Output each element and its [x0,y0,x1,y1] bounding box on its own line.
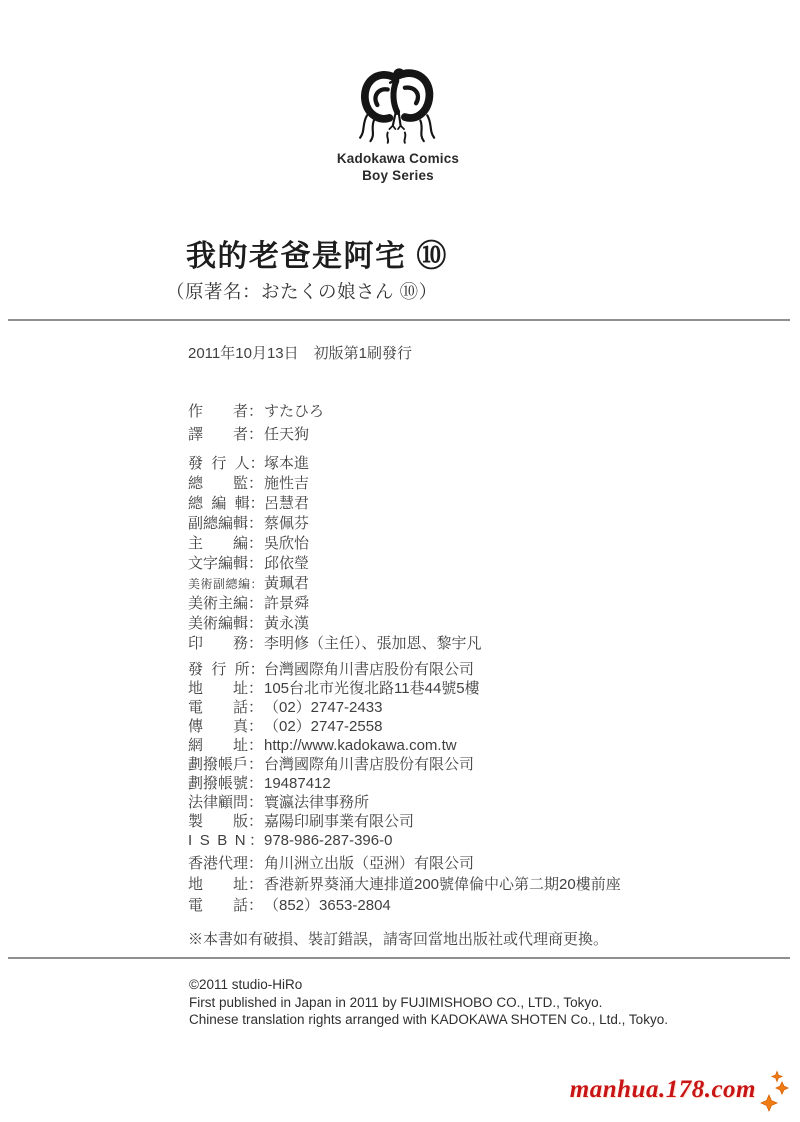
book-title: 我的老爸是阿宅 ⑩ [186,240,448,273]
credit-row [188,698,768,717]
credit-label: 法律顧問： [188,794,264,811]
credit-label: I S B N： [188,832,264,849]
credit-row [188,831,768,850]
credit-value: 蔡佩芬 [264,515,310,532]
credit-label: 主 編： [188,535,264,552]
credit-row [188,574,768,594]
original-title: （原著名：おたくの娘さん ⑩） [166,281,438,302]
credit-value: 吳欣怡 [264,535,310,552]
credit-label: 香港代理： [188,855,264,872]
credit-value: 許景舜 [264,595,310,612]
series-name-line2: Boy Series [362,168,434,183]
credit-row [188,494,768,514]
credit-label: 傳 真： [188,718,264,735]
four-point-stars-icon [754,1069,790,1115]
credit-row [188,634,768,654]
kadokawa-phoenix-icon [355,62,441,148]
credit-label: 總 編 輯： [188,495,265,512]
publisher-info-group [188,660,768,850]
credit-value: （02）2747-2433 [264,699,383,716]
edition-date: 2011年10月13日 初版第1刷發行 [188,345,412,362]
credit-row [188,474,768,494]
credit-value: 黃珮君 [264,575,310,592]
credit-label: 劃撥帳戶： [188,756,264,773]
credit-row [188,717,768,736]
credit-row [188,594,768,614]
colophon-content [188,344,768,950]
credit-value: 黃永漢 [264,615,310,632]
credit-row [188,660,768,679]
credit-value: 施性吉 [264,475,310,492]
credit-label: 電 話： [188,897,264,914]
credit-label: 美術主編： [188,595,264,612]
credit-label: 印 務： [188,635,264,652]
credit-row [188,400,768,423]
divider-top [8,319,790,321]
credit-label: 美術編輯： [188,615,264,632]
credit-row [188,755,768,774]
credit-value: すたひろ [264,403,325,420]
damage-return-notice: ※本書如有破損、裝訂錯誤，請寄回當地出版社或代理商更換。 [188,931,609,948]
credit-value: 台灣國際角川書店股份有限公司 [264,661,475,678]
credit-row [188,812,768,831]
editorial-credits-group [188,454,768,654]
credit-row [188,554,768,574]
credit-label: 發 行 所： [188,661,265,678]
credit-label: 發 行 人： [188,455,265,472]
credit-row [188,774,768,793]
credit-row [188,423,768,446]
credit-label: 美術副總編： [188,577,264,591]
credit-value: 呂慧君 [264,495,310,512]
copyright-block [189,976,668,1029]
credit-label: 總 監： [188,475,264,492]
copyright-line: ©2011 studio-HiRo [189,977,303,992]
watermark-text: manhua.178.com [569,1076,756,1103]
credit-row [188,534,768,554]
credit-row [188,874,768,895]
credit-value: 19487412 [264,775,331,792]
credit-row [188,895,768,916]
credit-value: 任天狗 [264,426,310,443]
credit-value: （02）2747-2558 [264,718,383,735]
credit-value: 台灣國際角川書店股份有限公司 [264,756,475,773]
credit-value: （852）3653-2804 [264,897,391,914]
hk-agent-group [188,853,768,916]
credit-value: 塚本進 [264,455,310,472]
isbn-value: 978-986-287-396-0 [264,832,393,849]
title-block [166,240,448,304]
credit-row [188,514,768,534]
credit-row [188,853,768,874]
copyright-line: First published in Japan in 2011 by FUJIMISHOBO CO., LTD., Tokyo. [189,994,603,1010]
credit-value: 邱依瑩 [264,555,310,572]
credit-label: 作 者： [188,403,264,420]
watermark [570,1070,790,1114]
credit-value: 香港新界葵涌大連排道200號偉倫中心第二期20樓前座 [264,876,621,893]
publisher-website-url: http://www.kadokawa.com.tw [264,737,457,754]
credit-row [188,736,768,755]
credit-row [188,679,768,698]
credit-label: 地 址： [188,876,264,893]
credit-label: 製 版： [188,813,264,830]
credit-row [188,793,768,812]
credit-label: 文字編輯： [188,555,264,572]
credit-label: 網 址： [188,737,264,754]
credit-value: 李明修（主任）、張加恩、黎宇凡 [264,635,482,652]
credit-label: 劃撥帳號： [188,775,264,792]
divider-bottom [8,957,790,959]
credit-label: 電 話： [188,699,264,716]
credit-value: 寰瀛法律事務所 [264,794,370,811]
credit-label: 副總編輯： [188,515,264,532]
series-name-line1: Kadokawa Comics [336,151,460,166]
staff-credits-group [188,400,768,446]
copyright-line: Chinese translation rights arranged with KADOKAWA SHOTEN Co., Ltd., Tokyo. [189,1012,668,1027]
credit-row [188,614,768,634]
credit-value: 嘉陽印刷事業有限公司 [264,813,415,830]
credit-value: 角川洲立出版（亞洲）有限公司 [264,855,475,872]
credit-value: 105台北市光復北路11巷44號5樓 [264,680,480,697]
credit-label: 譯 者： [188,426,264,443]
credit-label: 地 址： [188,680,264,697]
publisher-header [308,62,488,184]
credit-row [188,454,768,474]
